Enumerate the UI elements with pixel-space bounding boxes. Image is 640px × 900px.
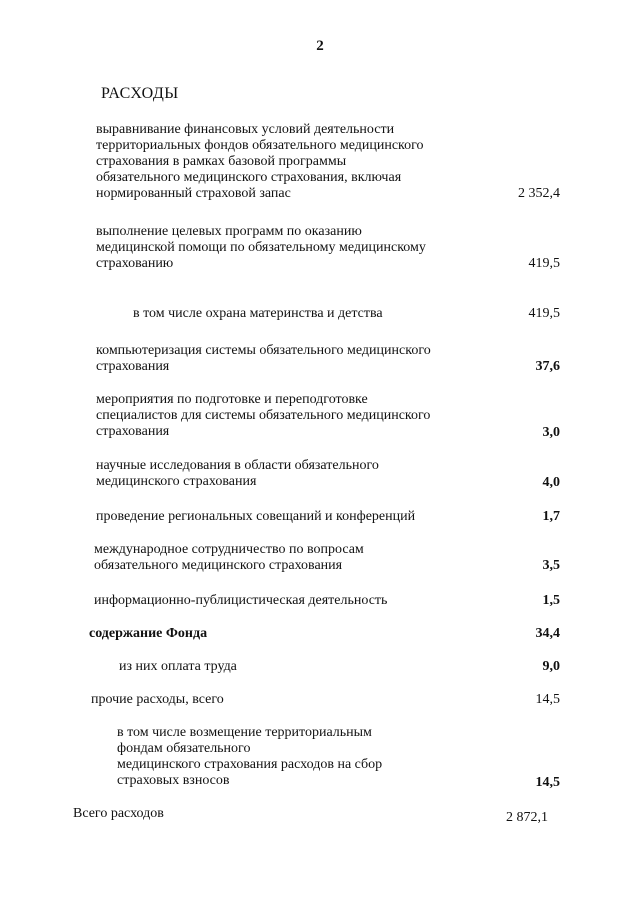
total-label: Всего расходов (73, 806, 164, 821)
expense-item-text: международное сотрудничество по вопросам обязательного медицинского страхования (94, 542, 364, 573)
expense-subitem-text: из них оплата труда (119, 659, 237, 674)
expense-item-text: выравнивание финансовых условий деятельности территориальных фондов обязательного медицинского страхования в рамках базовой программы обязательного медицинского страхования, включая нормированный страховой запас (96, 122, 424, 201)
expense-item-value: 3,0 (542, 425, 560, 440)
expense-item-value: 37,6 (535, 359, 560, 374)
expense-item-value: 3,5 (542, 558, 560, 573)
expense-item-value: 419,5 (528, 256, 560, 271)
expense-item-value: 4,0 (542, 475, 560, 490)
expense-item-text: прочие расходы, всего (91, 692, 224, 707)
expense-item-value: 1,5 (542, 593, 560, 608)
expense-item-text: содержание Фонда (89, 626, 208, 641)
total-value: 2 872,1 (506, 810, 548, 825)
expense-item-text: проведение региональных совещаний и конференций (96, 509, 416, 524)
expense-item-text: информационно-публицистическая деятельность (94, 593, 388, 608)
expense-item-text: выполнение целевых программ по оказанию медицинской помощи по обязательному медицинскому страхованию (96, 224, 426, 271)
expense-subitem-text: в том числе охрана материнства и детства (133, 306, 383, 321)
expense-item-value: 1,7 (542, 509, 560, 524)
expense-item-text: мероприятия по подготовке и переподготовке специалистов для системы обязательного медицинского страхования (96, 392, 431, 439)
expense-item-value: 419,5 (528, 306, 560, 321)
expense-item-value: 14,5 (535, 775, 560, 790)
expense-item-text: компьютеризация системы обязательного медицинского страхования (96, 343, 431, 374)
expense-item-text: научные исследования в области обязательного медицинского страхования (96, 458, 379, 489)
section-heading: РАСХОДЫ (101, 85, 179, 102)
expense-item-value: 34,4 (535, 626, 560, 641)
expense-subitem-text: в том числе возмещение территориальным фондам обязательного медицинского страхования расходов на сбор страховых взносов (117, 725, 383, 788)
expense-item-value: 9,0 (542, 659, 560, 674)
page-number: 2 (316, 38, 324, 54)
expense-item-value: 2 352,4 (518, 186, 560, 201)
expense-item-value: 14,5 (535, 692, 560, 707)
